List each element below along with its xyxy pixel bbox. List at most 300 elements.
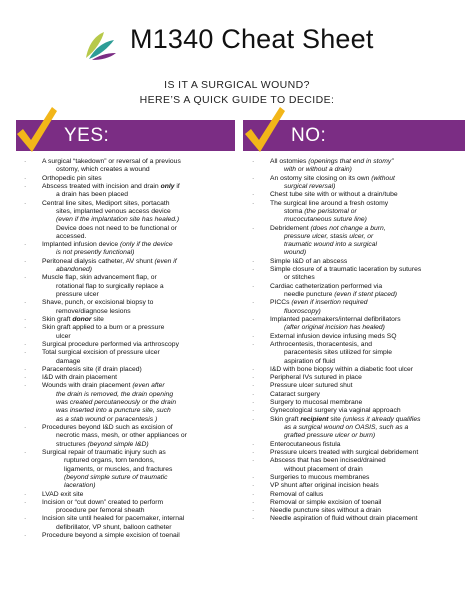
no-list-line [252, 515, 470, 523]
no-item-text [270, 374, 362, 382]
text-segment: is not presently functional) [56, 249, 135, 257]
yes-list-line [24, 316, 238, 324]
yes-list-line [24, 183, 238, 191]
bullet-icon: · [252, 199, 255, 207]
yes-list-line [24, 233, 238, 241]
yes-item-text [42, 200, 170, 208]
yes-list-line [24, 283, 238, 291]
yes-list-line [24, 258, 238, 266]
no-item-text [270, 382, 353, 390]
yes-list-line [24, 225, 238, 233]
bullet-icon [24, 233, 42, 241]
no-item-text [270, 200, 388, 208]
yes-list-line [24, 466, 238, 474]
text-segment: pressure ulcer [56, 291, 99, 298]
bullet-icon: · [252, 382, 255, 390]
text-segment: All ostomies [270, 158, 309, 165]
yes-list-line [24, 175, 238, 183]
no-list-line [252, 233, 470, 241]
text-segment: was inserted into a puncture site, such [56, 407, 171, 415]
yes-item-text [42, 266, 92, 274]
yes-item-text [42, 274, 157, 282]
text-segment: ruptured organs, torn tendons, [64, 457, 155, 465]
bullet-icon [252, 432, 270, 440]
page-title: M1340 Cheat Sheet [130, 24, 374, 54]
yes-list-line [24, 499, 238, 507]
no-list-line [252, 416, 470, 424]
bullet-icon: · [24, 299, 27, 307]
no-list-line [252, 466, 470, 474]
bullet-icon: · [252, 399, 255, 407]
no-list-line [252, 283, 470, 291]
bullet-icon [24, 474, 42, 482]
no-item-text [270, 416, 420, 424]
text-segment: A surgical “takedown” or reversal of a previous [42, 158, 181, 165]
checkmark-icon [242, 104, 286, 156]
no-list-line [252, 191, 470, 199]
bullet-icon [252, 324, 270, 332]
no-list-line [252, 358, 470, 366]
text-segment: Implanted infusion device [42, 241, 121, 249]
yes-item-text [42, 216, 179, 224]
yes-list-line [24, 158, 238, 166]
yes-item-text [42, 324, 164, 332]
yes-list-line [24, 449, 238, 457]
no-item-text [270, 274, 315, 282]
yes-list-line [24, 274, 238, 282]
no-item-text [270, 191, 398, 199]
no-list-line [252, 266, 470, 274]
no-item-text [270, 333, 396, 341]
text-segment: Needle aspiration of fluid without drain placement [270, 515, 418, 523]
no-list-line [252, 258, 470, 266]
text-segment: (beyond simple suture of traumatic [64, 473, 168, 481]
yes-item-text [42, 424, 173, 432]
yes-list-line [24, 324, 238, 332]
text-segment: Simple closure of a traumatic laceration by sutures [270, 266, 422, 274]
text-segment: Surgeries to mucous membranes [270, 473, 370, 481]
yes-item-text [42, 507, 145, 515]
text-segment: (even if [154, 257, 177, 265]
text-segment: (does not change a burn, [310, 224, 386, 232]
bullet-icon [24, 457, 42, 465]
no-item-text [270, 324, 385, 332]
text-segment: fluoroscopy) [284, 307, 321, 315]
text-segment: The surgical line around a fresh ostomy [270, 199, 389, 207]
yes-list-line [24, 524, 238, 532]
yes-list-line [24, 366, 238, 374]
no-item-text [270, 466, 363, 474]
text-segment: Device does not need to be functional or [56, 224, 177, 232]
text-segment: mucocutaneous suture line) [284, 216, 367, 224]
no-item-text [270, 349, 392, 357]
text-segment: (after original incision has healed) [284, 324, 385, 332]
yes-item-text [42, 441, 149, 449]
text-segment: Peritoneal dialysis catheter, AV shunt [42, 257, 155, 265]
bullet-icon [24, 225, 42, 233]
no-list-line [252, 308, 470, 316]
text-segment: Surgery to mucosal membrane [270, 399, 363, 407]
no-list-line [252, 299, 470, 307]
text-segment: ulcer [56, 332, 71, 340]
text-segment: Removal or simple excision of toenail [270, 498, 382, 506]
no-item-text [270, 216, 367, 224]
text-segment: traumatic wound into a surgical [284, 241, 378, 249]
no-item-text [270, 515, 417, 523]
text-segment: needle puncture [284, 291, 335, 298]
text-segment: VP shunt after original incision heals [270, 482, 379, 490]
no-list-line [252, 507, 470, 515]
yes-list-line [24, 407, 238, 415]
no-item-text [270, 266, 421, 274]
bullet-icon [24, 482, 42, 490]
text-segment: with or without a drain) [284, 166, 352, 174]
subtitle-guide: HERE’S A QUICK GUIDE TO DECIDE: [139, 94, 335, 106]
yes-list-line [24, 200, 238, 208]
yes-item-text [42, 191, 128, 199]
text-segment: recipient [300, 415, 329, 423]
text-segment: as a stab wound or paracentesis ) [56, 415, 158, 423]
bullet-icon: · [24, 374, 27, 382]
text-segment: Muscle flap, skin advancement flap, or [42, 274, 157, 282]
yes-list-line [24, 166, 238, 174]
bullet-icon [24, 466, 42, 474]
no-item-text [270, 291, 397, 299]
no-list-line [252, 225, 470, 233]
yes-item-text [42, 407, 171, 415]
text-segment: I&D with bone biopsy within a diabetic foot ulcer [270, 365, 413, 373]
bullet-icon [24, 208, 42, 216]
bullet-icon: · [252, 174, 255, 182]
text-segment: (even if insertion required [291, 299, 368, 307]
bullet-icon: · [252, 473, 255, 481]
bullet-icon: · [252, 257, 255, 265]
no-item-text [270, 258, 347, 266]
text-segment: External infusion device infusing meds SQ [270, 332, 397, 340]
checkmark-icon [14, 104, 58, 156]
yes-item-text [42, 524, 171, 532]
yes-list-line [24, 216, 238, 224]
bullet-icon [252, 233, 270, 241]
yes-item-text [42, 358, 80, 366]
bullet-icon [24, 283, 42, 291]
text-segment: Cataract surgery [270, 390, 320, 398]
yes-list-line [24, 266, 238, 274]
no-item-text [270, 432, 375, 440]
text-segment: the drain is removed, the drain opening [56, 390, 174, 398]
no-item-text [270, 316, 401, 324]
no-list-line [252, 200, 470, 208]
text-segment: ligaments, or muscles, and fractures [64, 465, 173, 473]
text-segment: Procedure beyond a simple excision of toenail [42, 532, 180, 540]
text-segment: sites, implanted venous access device [56, 207, 171, 215]
bullet-icon: · [252, 266, 255, 274]
text-segment: An ostomy site closing on its own [270, 174, 372, 182]
text-segment: (unless it already qualifies [342, 415, 421, 423]
text-segment: Enterocutaneous fistula [270, 440, 341, 448]
no-list-line [252, 175, 470, 183]
bullet-icon: · [252, 158, 255, 165]
yes-list-line [24, 391, 238, 399]
bullet-icon [24, 291, 42, 299]
yes-list-line [24, 416, 238, 424]
yes-list-line [24, 191, 238, 199]
bullet-icon: · [252, 299, 255, 307]
text-segment: (only if the device [120, 241, 173, 249]
bullet-icon: · [24, 174, 27, 182]
bullet-icon: · [24, 182, 27, 190]
yes-list-line [24, 349, 238, 357]
text-segment: Needle puncture sites without a drain [270, 507, 382, 515]
no-item-text [270, 299, 368, 307]
no-item-text [270, 507, 381, 515]
bullet-icon: · [24, 158, 27, 165]
text-segment: grafted pressure ulcer or burn) [284, 432, 376, 440]
no-list-line [252, 441, 470, 449]
text-segment: aspiration of fluid [284, 357, 336, 365]
yes-item-text [42, 183, 180, 191]
yes-item-text [42, 432, 187, 440]
bullet-icon [24, 399, 42, 407]
text-segment: if [174, 182, 180, 190]
bullet-icon: · [24, 257, 27, 265]
no-item-text [270, 225, 386, 233]
text-segment: Cardiac catheterization performed via [270, 282, 383, 290]
bullet-icon: · [252, 457, 255, 465]
yes-item-text [42, 391, 173, 399]
no-list-line [252, 341, 470, 349]
no-item-text [270, 283, 382, 291]
bullet-icon [252, 183, 270, 191]
yes-item-text [42, 308, 131, 316]
text-segment: Gynecological surgery via vaginal approach [270, 407, 401, 415]
text-segment: Incision or “cut down” created to perform [42, 498, 164, 506]
no-list-line [252, 316, 470, 324]
yes-item-text [42, 175, 102, 183]
text-segment: Incision site until healed for pacemaker, internal [42, 515, 185, 523]
bullet-icon [24, 432, 42, 440]
text-segment: (even after [132, 382, 165, 390]
no-list-line [252, 491, 470, 499]
bullet-icon: · [252, 507, 255, 515]
no-list-line [252, 399, 470, 407]
yes-list-line [24, 399, 238, 407]
bullet-icon [252, 241, 270, 249]
text-segment: Skin graft applied to a burn or a pressure [42, 324, 165, 332]
text-segment: Total surgical excision of pressure ulcer [42, 349, 160, 357]
yes-item-text [42, 333, 71, 341]
no-list-line [252, 291, 470, 299]
text-segment: site [91, 315, 104, 323]
no-item-text [270, 441, 341, 449]
text-segment: without placement of drain [284, 465, 363, 473]
bullet-icon [252, 308, 270, 316]
bullet-icon [24, 249, 42, 257]
no-list-line [252, 424, 470, 432]
text-segment: as a surgical wound on OASIS, such as a [284, 424, 409, 431]
yes-item-text [42, 499, 163, 507]
yes-item-text [42, 208, 171, 216]
no-list-line [252, 499, 470, 507]
no-item-text [270, 457, 386, 465]
bullet-icon: · [24, 365, 27, 373]
bullet-icon: · [252, 482, 255, 490]
text-segment: Chest tube site with or without a drain/tube [270, 191, 398, 199]
text-segment: (beyond simple I&D) [87, 440, 149, 448]
bullet-icon [24, 191, 42, 199]
yes-item-text [42, 233, 86, 241]
bullet-icon [252, 216, 270, 224]
bullet-icon: · [252, 365, 255, 373]
text-segment: abandoned) [56, 266, 93, 274]
yes-item-text [42, 449, 166, 457]
yes-item-text [42, 399, 176, 407]
text-segment: was created percutaneously or the drain [56, 399, 177, 407]
text-segment: ostomy, which creates a wound [56, 166, 150, 174]
text-segment: accessed. [56, 232, 87, 240]
yes-list-line [24, 424, 238, 432]
bullet-icon [24, 391, 42, 399]
no-list-line [252, 474, 470, 482]
bullet-icon: · [24, 515, 27, 523]
bullet-icon: · [24, 199, 27, 207]
bullet-icon: · [252, 498, 255, 506]
text-segment: PICCs [270, 299, 292, 307]
text-segment: paracentesis sites utilized for simple [284, 349, 393, 357]
bullet-icon: · [24, 274, 27, 282]
no-list-line [252, 166, 470, 174]
no-list-line [252, 449, 470, 457]
text-segment: Removal of callus [270, 490, 324, 498]
yes-item-text [42, 258, 177, 266]
bullet-icon: · [24, 448, 27, 456]
yes-list-line [24, 374, 238, 382]
yes-list-line [24, 491, 238, 499]
yes-list-line [24, 382, 238, 390]
bullet-icon [252, 358, 270, 366]
text-segment: rotational flap to surgically replace a [56, 282, 164, 290]
text-segment: Abscess treated with incision and drain [42, 182, 161, 190]
text-segment: Paracentesis site (if drain placed) [42, 365, 142, 373]
yes-item-text [42, 158, 181, 166]
text-segment: I&D with drain placement [42, 374, 118, 382]
text-segment: (openings that end in stomy” [308, 158, 394, 165]
bullet-icon: · [252, 374, 255, 382]
bullet-icon [24, 524, 42, 532]
bullet-icon: · [252, 440, 255, 448]
bullet-icon: · [24, 382, 27, 390]
text-segment: Shave, punch, or excisional biopsy to [42, 299, 154, 307]
yes-list-line [24, 358, 238, 366]
yes-list-line [24, 299, 238, 307]
text-segment: remove/diagnose lesions [56, 307, 131, 315]
no-item-text [270, 249, 306, 257]
text-segment: Skin graft [270, 415, 301, 423]
yes-item-text [42, 299, 153, 307]
no-item-text [270, 399, 362, 407]
no-list-line [252, 391, 470, 399]
no-list-line [252, 241, 470, 249]
text-segment: wound) [284, 249, 307, 257]
bullet-icon: · [24, 349, 27, 357]
no-list-line [252, 382, 470, 390]
text-segment: (even if the implantation site has healed.) [56, 216, 180, 224]
yes-list-line [24, 507, 238, 515]
subtitle-question: IS IT A SURGICAL WOUND? [164, 79, 310, 91]
text-segment: Procedures beyond I&D such as excision of [42, 424, 173, 431]
no-list-line [252, 407, 470, 415]
bullet-icon: · [252, 282, 255, 290]
yes-list-line [24, 249, 238, 257]
yes-item-text [42, 532, 180, 540]
text-segment: Debridement [270, 224, 311, 232]
yes-list-line [24, 532, 238, 540]
text-segment: Orthopedic pin sites [42, 174, 102, 182]
bullet-icon [24, 166, 42, 174]
no-label: NO: [291, 125, 327, 146]
yes-item-text [42, 349, 160, 357]
yes-item-text [42, 316, 104, 324]
yes-list-line [24, 441, 238, 449]
yes-item-text [42, 482, 96, 490]
yes-list-line [24, 333, 238, 341]
bullet-icon [24, 308, 42, 316]
no-list-line [252, 274, 470, 282]
bullet-icon: · [252, 191, 255, 199]
no-list-line [252, 208, 470, 216]
no-list-line [252, 482, 470, 490]
text-segment: surgical reversal) [284, 182, 336, 190]
yes-list [24, 158, 238, 540]
bullet-icon [252, 249, 270, 257]
bullet-icon [24, 333, 42, 341]
no-list [252, 158, 470, 524]
yes-item-text [42, 341, 179, 349]
text-segment: structures [56, 440, 88, 448]
text-segment: Pressure ulcers treated with surgical debridement [270, 448, 419, 456]
bullet-icon: · [252, 515, 255, 523]
no-list-line [252, 216, 470, 224]
bullet-icon: · [252, 490, 255, 498]
yes-item-text [42, 491, 83, 499]
yes-item-text [42, 382, 165, 390]
text-segment: Arthrocentesis, thoracentesis, and [270, 340, 373, 348]
no-item-text [270, 308, 321, 316]
text-segment: or stitches [284, 274, 315, 282]
bullet-icon [252, 291, 270, 299]
yes-item-text [42, 457, 155, 465]
no-item-text [270, 449, 418, 457]
no-item-text [270, 391, 320, 399]
no-item-text [270, 407, 401, 415]
yes-item-text [42, 291, 99, 299]
bullet-icon [252, 274, 270, 282]
yes-list-line [24, 457, 238, 465]
yes-list-line [24, 432, 238, 440]
bullet-icon: · [252, 315, 255, 323]
no-list-line [252, 249, 470, 257]
text-segment: Pressure ulcer sutured shut [270, 382, 353, 390]
no-item-text [270, 241, 377, 249]
bullet-icon: · [24, 315, 27, 323]
bullet-icon [252, 208, 270, 216]
text-segment: LVAD exit site [42, 490, 84, 498]
text-segment: stoma [284, 207, 305, 215]
yes-item-text [42, 241, 173, 249]
text-segment: (without [371, 174, 395, 182]
yes-item-text [42, 466, 172, 474]
yes-list-line [24, 308, 238, 316]
